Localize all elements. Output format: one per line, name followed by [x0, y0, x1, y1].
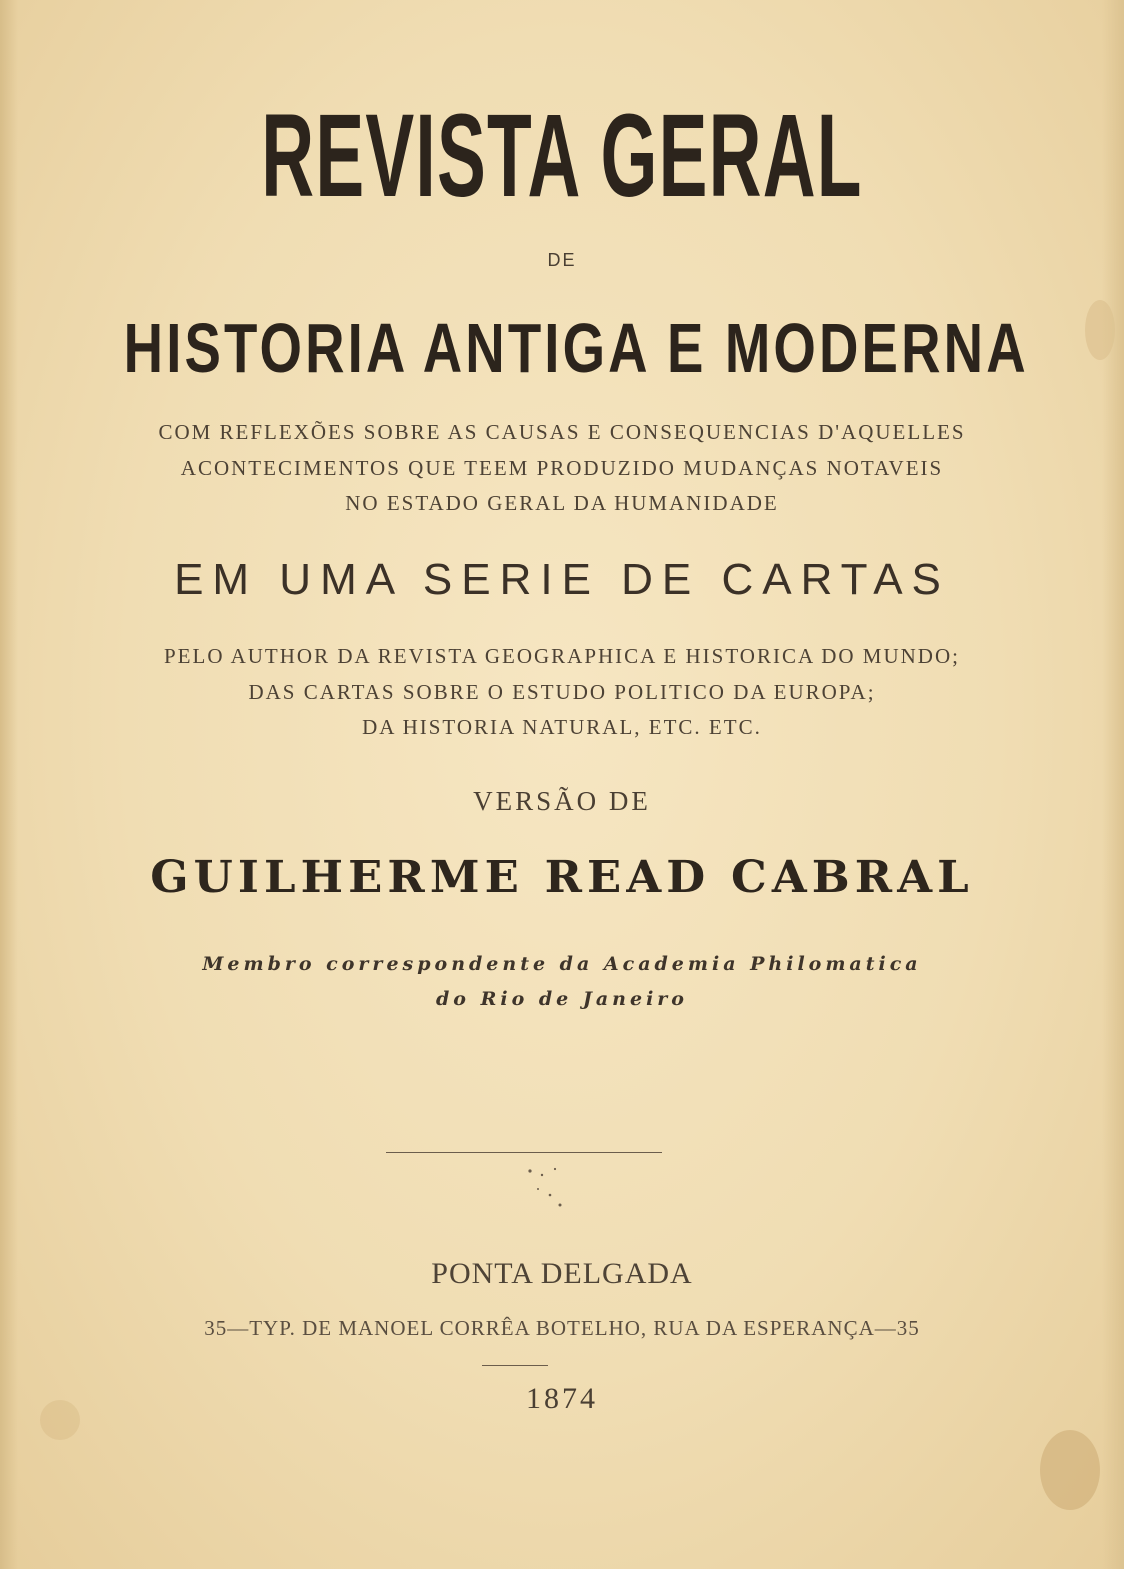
- divider-rule: [386, 1152, 662, 1153]
- translator-name: GUILHERME READ CABRAL: [150, 852, 974, 903]
- author-line: DAS CARTAS SOBRE O ESTUDO POLITICO DA EUROPA;: [248, 680, 876, 704]
- author-line: DA HISTORIA NATURAL, ETC. ETC.: [362, 715, 762, 739]
- title-connector: DE: [547, 250, 577, 270]
- membership-line: Membro correspondente da Academia Philomatica: [202, 953, 922, 975]
- author-line: PELO AUTHOR DA REVISTA GEOGRAPHICA E HISTORICA DO MUNDO;: [164, 644, 960, 668]
- imprint-year: 1874: [526, 1382, 598, 1415]
- description-line: ACONTECIMENTOS QUE TEEM PRODUZIDO MUDANÇAS NOTAVEIS: [180, 456, 944, 480]
- main-title: REVISTA GERAL: [261, 90, 863, 222]
- series-heading: EM UMA SERIE DE CARTAS: [174, 555, 950, 604]
- description-line: NO ESTADO GERAL DA HUMANIDADE: [345, 491, 779, 515]
- imprint-place: PONTA DELGADA: [431, 1257, 693, 1290]
- membership-line: do Rio de Janeiro: [436, 988, 688, 1010]
- imprint-printer: 35—TYP. DE MANOEL CORRÊA BOTELHO, RUA DA ESPERANÇA—35: [204, 1316, 920, 1340]
- translation-label: VERSÃO DE: [473, 786, 651, 816]
- description-line: COM REFLEXÕES SOBRE AS CAUSAS E CONSEQUENCIAS D'AQUELLES: [158, 420, 966, 444]
- foxing-stain: [1085, 300, 1115, 360]
- short-rule: [482, 1365, 548, 1366]
- foxing-stain: [1040, 1430, 1100, 1510]
- ornament-dots: [500, 1165, 590, 1215]
- subject-title: HISTORIA ANTIGA E MODERNA: [123, 309, 1029, 387]
